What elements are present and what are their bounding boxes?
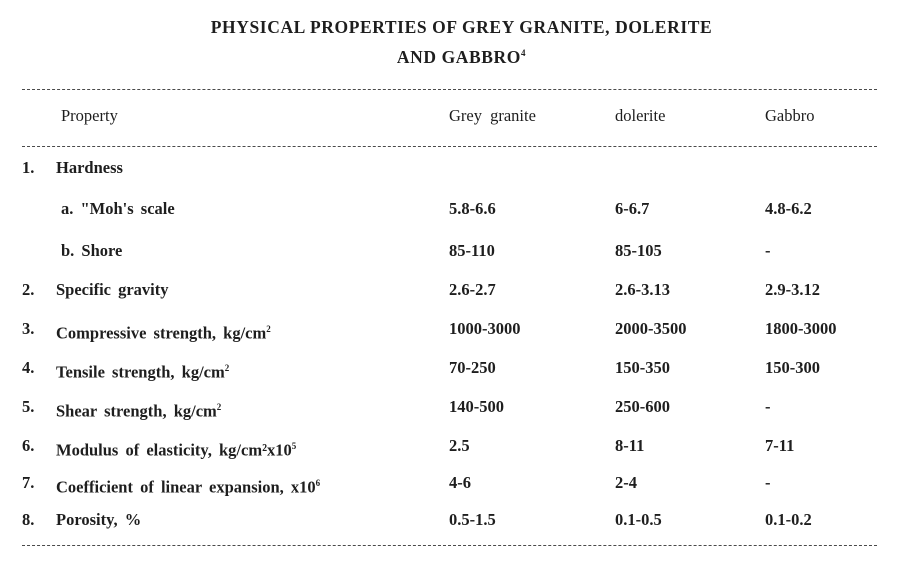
property-label: Shear strength, kg/cm xyxy=(56,401,217,421)
title-line-2 xyxy=(0,40,923,70)
property-label: Compressive strength, kg/cm xyxy=(56,323,267,343)
dolerite-value: 8-11 xyxy=(615,436,645,455)
property-label: Tensile strength, kg/cm xyxy=(56,362,225,382)
granite-value: 4-6 xyxy=(449,473,471,492)
row-number: 7. xyxy=(22,473,35,492)
row-number: 8. xyxy=(22,510,35,529)
property-superscript: 2 xyxy=(266,324,271,334)
granite-value: 2.5 xyxy=(449,436,470,455)
dolerite-value: 85-105 xyxy=(615,241,662,260)
dolerite-value: 6-6.7 xyxy=(615,199,650,218)
table-title xyxy=(0,14,923,70)
property-cell xyxy=(56,319,271,344)
property-label: Coefficient of linear expansion, x10 xyxy=(56,477,316,497)
property-label: Specific gravity xyxy=(56,280,169,299)
property-cell xyxy=(61,241,122,261)
gabbro-value: 0.1-0.2 xyxy=(765,510,812,529)
header-grey-granite: Grey granite xyxy=(449,106,536,125)
header-dolerite: dolerite xyxy=(615,106,666,125)
granite-value: 1000-3000 xyxy=(449,319,521,338)
top-rule xyxy=(22,89,877,90)
title-footnote: 4 xyxy=(521,48,527,58)
property-superscript: 6 xyxy=(315,478,321,488)
dolerite-value: 0.1-0.5 xyxy=(615,510,662,529)
title-line-1: PHYSICAL PROPERTIES OF GREY GRANITE, DOLERITE xyxy=(210,17,713,37)
property-cell xyxy=(56,358,229,383)
gabbro-value: - xyxy=(765,397,771,416)
property-cell xyxy=(56,158,123,178)
row-number: 4. xyxy=(22,358,35,377)
property-superscript: 2 xyxy=(224,363,230,373)
granite-value: 140-500 xyxy=(449,397,504,416)
gabbro-value: 7-11 xyxy=(765,436,795,455)
property-cell xyxy=(56,280,169,300)
granite-value: 2.6-2.7 xyxy=(449,280,496,299)
granite-value: 5.8-6.6 xyxy=(449,199,496,218)
dolerite-value: 2000-3500 xyxy=(615,319,687,338)
property-label: Modulus of elasticity, kg/cm²x10 xyxy=(56,440,292,460)
property-label: a. "Moh's scale xyxy=(61,199,175,218)
granite-value: 70-250 xyxy=(449,358,496,377)
bottom-rule xyxy=(22,545,877,546)
header-rule xyxy=(22,146,877,147)
row-number: 3. xyxy=(22,319,35,338)
granite-value: 0.5-1.5 xyxy=(449,510,496,529)
title-line-2-text: AND GABBRO xyxy=(396,46,522,67)
property-label: Hardness xyxy=(56,158,123,177)
row-number: 2. xyxy=(22,280,35,299)
dolerite-value: 150-350 xyxy=(615,358,670,377)
gabbro-value: 1800-3000 xyxy=(765,319,837,338)
dolerite-value: 2.6-3.13 xyxy=(615,280,670,299)
row-number: 6. xyxy=(22,436,35,455)
property-cell xyxy=(61,199,175,219)
row-number: 5. xyxy=(22,397,35,416)
property-cell xyxy=(56,473,320,498)
dolerite-value: 250-600 xyxy=(615,397,670,416)
property-superscript: 5 xyxy=(291,441,297,451)
property-cell xyxy=(56,397,221,422)
property-superscript: 2 xyxy=(216,402,222,412)
property-label: Porosity, % xyxy=(56,510,142,529)
property-label: b. Shore xyxy=(61,241,123,260)
gabbro-value: - xyxy=(765,473,771,492)
gabbro-value: 2.9-3.12 xyxy=(765,280,820,299)
gabbro-value: 4.8-6.2 xyxy=(765,199,812,218)
property-cell xyxy=(56,436,296,461)
property-cell xyxy=(56,510,141,530)
gabbro-value: 150-300 xyxy=(765,358,820,377)
header-property: Property xyxy=(61,106,118,125)
row-number: 1. xyxy=(22,158,35,177)
dolerite-value: 2-4 xyxy=(615,473,637,492)
gabbro-value: - xyxy=(765,241,771,260)
granite-value: 85-110 xyxy=(449,241,495,260)
header-gabbro: Gabbro xyxy=(765,106,815,125)
